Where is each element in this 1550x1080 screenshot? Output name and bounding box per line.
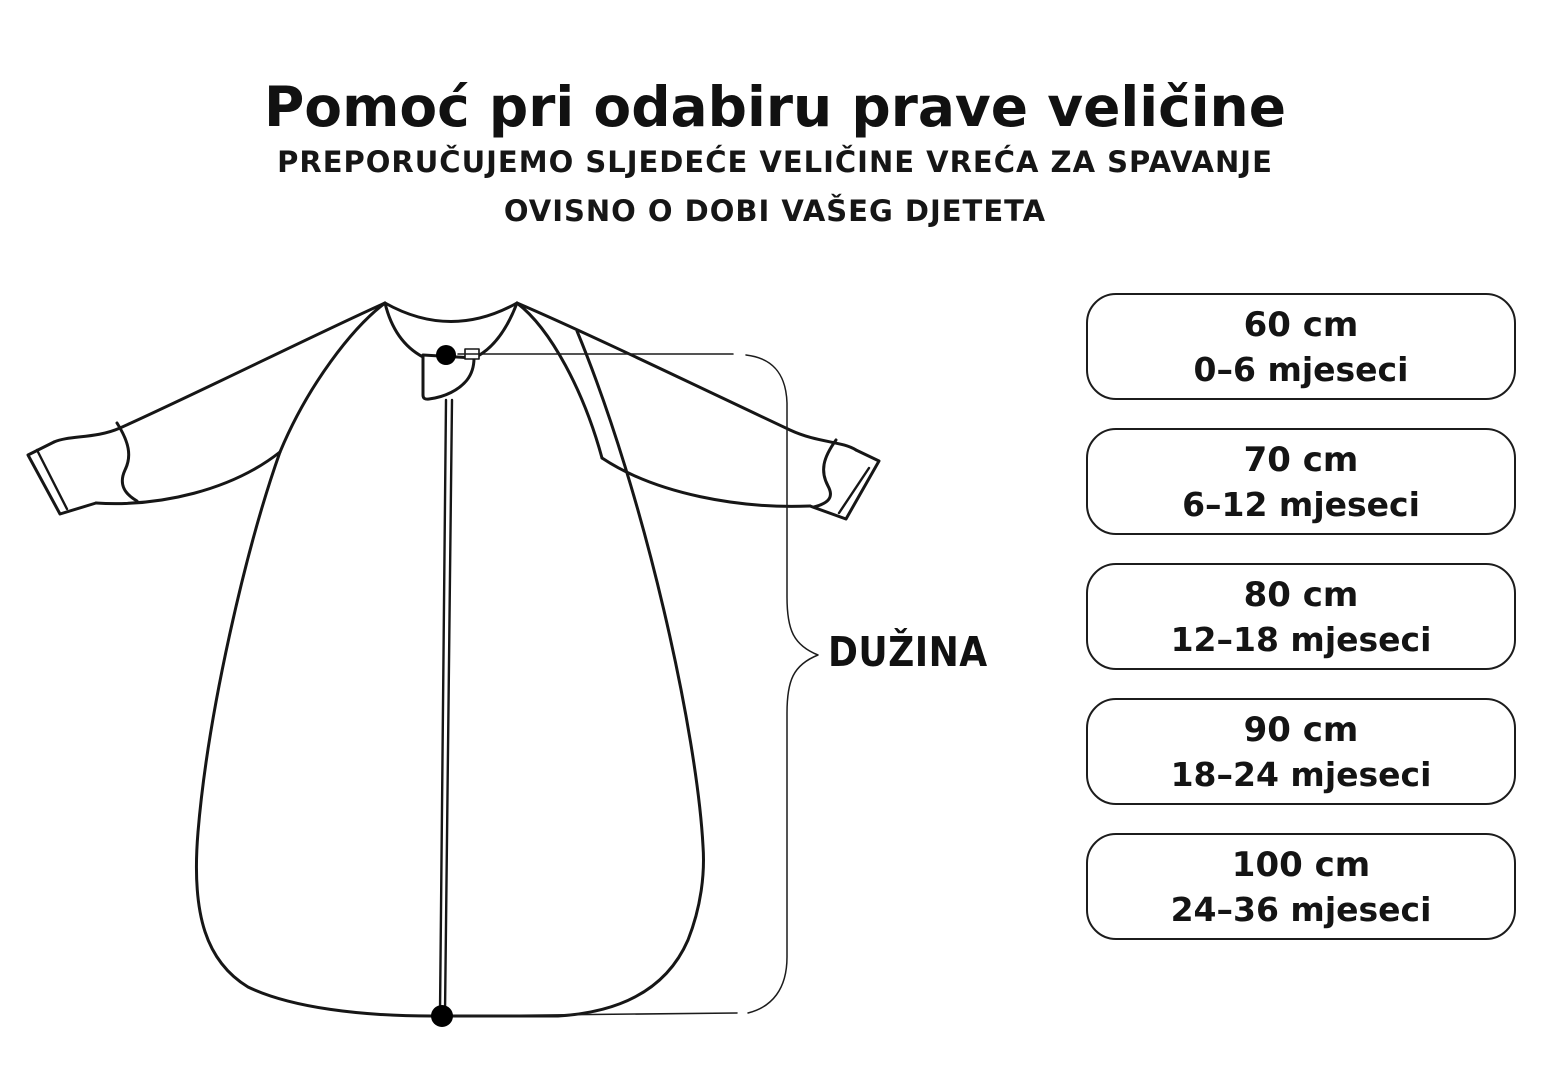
left-armhole-seam xyxy=(280,303,385,452)
size-box-100cm xyxy=(1086,833,1516,940)
right-cuff-seam xyxy=(814,440,836,507)
size-value: 90 cm xyxy=(1243,709,1359,750)
neck-measure-dot xyxy=(436,345,456,365)
age-range: 6–12 mjeseci xyxy=(1182,484,1420,524)
right-armhole-seam xyxy=(517,303,602,458)
size-box-80cm xyxy=(1086,563,1516,670)
size-list xyxy=(1086,293,1516,940)
page-title: Pomoć pri odabiru prave veličine xyxy=(263,74,1287,139)
subtitle-line-2: OVISNO O DOBI VAŠEG DJETETA xyxy=(503,194,1047,228)
size-box-60cm xyxy=(1086,293,1516,400)
size-value: 100 cm xyxy=(1231,844,1371,885)
size-box-90cm xyxy=(1086,698,1516,805)
right-sleeve-top-edge xyxy=(517,303,856,450)
size-value: 80 cm xyxy=(1243,574,1359,615)
length-brace xyxy=(746,355,818,1013)
size-box-70cm xyxy=(1086,428,1516,535)
length-label: DUŽINA xyxy=(828,628,988,676)
right-cuff-outline xyxy=(810,450,879,519)
body-bottom-and-right-side xyxy=(432,331,703,1016)
size-value: 60 cm xyxy=(1243,304,1359,345)
body-left-side xyxy=(196,452,432,1016)
age-range: 18–24 mjeseci xyxy=(1170,754,1432,794)
left-cuff-seam xyxy=(117,423,137,501)
right-sleeve-underside xyxy=(602,458,810,506)
hem-measure-dot xyxy=(431,1005,453,1027)
length-measurement xyxy=(431,345,818,1027)
size-value: 70 cm xyxy=(1243,439,1359,480)
age-range: 24–36 mjeseci xyxy=(1170,889,1432,929)
sleeping-bag-outline xyxy=(28,303,879,1016)
age-range: 0–6 mjeseci xyxy=(1193,349,1409,389)
back-neckline xyxy=(385,303,517,322)
age-range: 12–18 mjeseci xyxy=(1170,619,1432,659)
subtitle-line-1: PREPORUČUJEMO SLJEDEĆE VELIČINE VREĆA ZA SPAVANJE xyxy=(277,145,1273,179)
left-sleeve-top-edge xyxy=(54,303,385,442)
